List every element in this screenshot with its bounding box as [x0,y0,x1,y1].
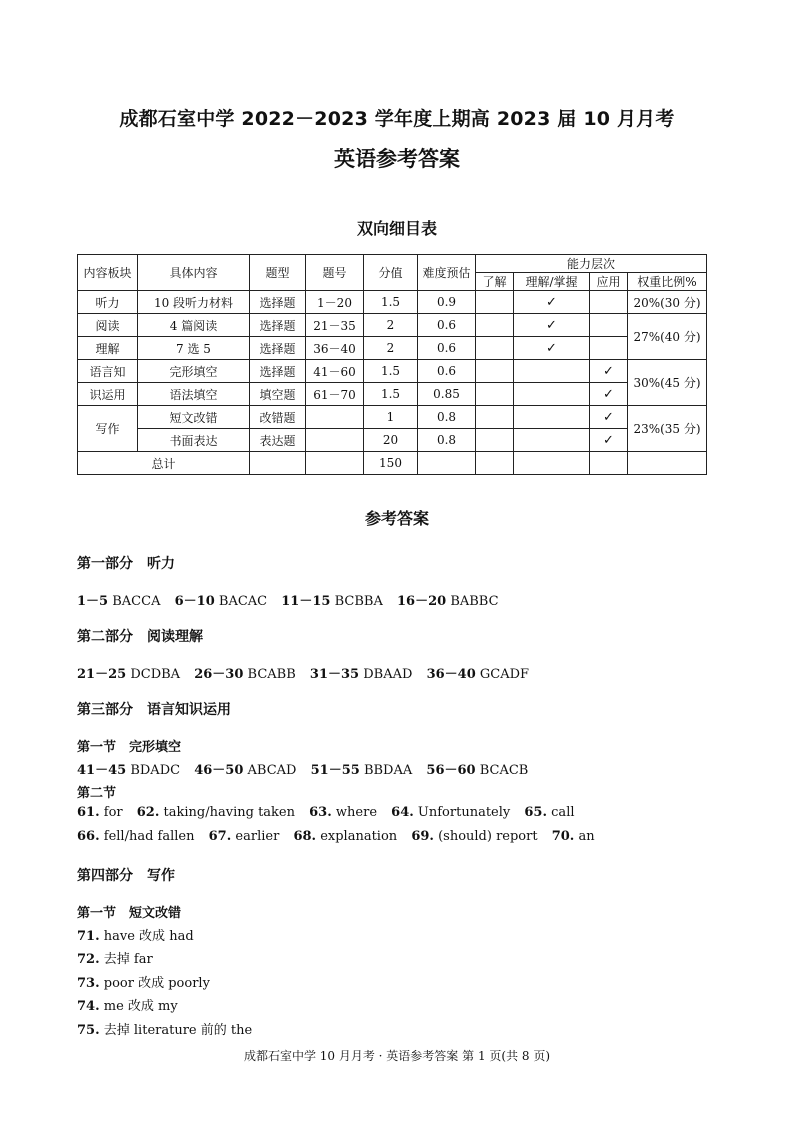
answer-num: 63. [309,805,332,820]
correction-num: 73. [77,976,100,991]
answer-value: BCBBA [334,594,383,609]
answer-value: BCACB [479,763,529,778]
answer-range: 41－45 [77,763,127,778]
total-empty [590,452,628,475]
table-row [78,429,707,452]
cell-difficulty: 0.6 [418,337,476,360]
header-understand: 了解 [476,273,514,291]
header-ability: 能力层次 [476,255,707,273]
correction-text: have 改成 had [103,929,194,944]
answer-value: DBAAD [363,667,413,682]
answer-num: 67. [208,829,232,844]
cell-type: 改错题 [250,406,306,429]
cell-understand [476,314,514,337]
cell-number [306,406,364,429]
answer-value: BACAC [218,594,268,609]
check-icon: ✓ [590,383,628,406]
cell-block: 语言知 [78,360,138,383]
cell-block: 阅读 [78,314,138,337]
correction-num: 75. [77,1023,100,1038]
answer-num: 62. [136,805,160,820]
check-icon: ✓ [590,406,628,429]
answer-value: DCDBA [130,667,181,682]
correction-text: me 改成 my [103,999,178,1014]
table-row [78,291,707,314]
cell-score: 1.5 [364,291,418,314]
answer-value: for [103,805,123,820]
cell-difficulty: 0.9 [418,291,476,314]
cell-understand [476,383,514,406]
answer-range: 16－20 [396,594,447,609]
cell-block: 写作 [78,406,138,452]
table-row [78,337,707,360]
header-apply: 应用 [590,273,628,291]
cell-difficulty: 0.8 [418,406,476,429]
cell-content: 完形填空 [138,360,250,383]
cell-number: 1－20 [306,291,364,314]
table-total-row [78,452,707,475]
cell-understand [476,360,514,383]
cell-apply [590,291,628,314]
correction-num: 71. [77,929,100,944]
correction-text: 去掉 far [103,952,153,967]
answer-value: BACCA [112,594,161,609]
answer-value: BDADC [130,763,181,778]
part2-answers [77,663,529,682]
header-score: 分值 [364,255,418,291]
correction-num: 72. [77,952,100,967]
cell-weight: 20%(30 分) [628,291,707,314]
page-footer: 成都石室中学 10 月月考 · 英语参考答案 第 1 页(共 8 页) [243,1049,551,1063]
header-weight: 权重比例% [628,273,707,291]
cell-number: 36－40 [306,337,364,360]
part2-heading: 第二部分 阅读理解 [77,629,203,645]
answer-value: an [578,829,595,844]
list-item [77,995,178,1014]
part4-section1-heading: 第一节 短文改错 [77,906,182,921]
answer-range: 1－5 [77,594,109,609]
answer-num: 61. [77,805,100,820]
cell-weight: 30%(45 分) [628,360,707,406]
answer-value: BABBC [450,594,499,609]
cell-difficulty: 0.8 [418,429,476,452]
check-icon: ✓ [514,291,590,314]
answer-value: BCABB [247,667,296,682]
cell-score: 2 [364,337,418,360]
cell-score: 1.5 [364,383,418,406]
total-score: 150 [364,452,418,475]
cell-number [306,429,364,452]
list-item [77,1019,252,1038]
part4-heading: 第四部分 写作 [77,868,175,884]
cell-type: 选择题 [250,337,306,360]
answer-range: 56－60 [426,763,476,778]
cell-type: 选择题 [250,291,306,314]
cell-block: 识运用 [78,383,138,406]
list-item [77,972,210,991]
cell-block: 听力 [78,291,138,314]
cell-understand [476,337,514,360]
table-row [78,360,707,383]
cell-master [514,383,590,406]
cell-apply [590,337,628,360]
correction-text: 去掉 literature 前的 the [103,1023,253,1038]
part3-fill-answers-line1 [77,805,575,820]
check-icon: ✓ [514,314,590,337]
answer-value: call [551,805,575,820]
answer-value: explanation [320,829,398,844]
answer-num: 64. [391,805,414,820]
answer-value: (should) report [438,829,538,844]
correction-num: 74. [77,999,100,1014]
total-empty [418,452,476,475]
answer-value: where [335,805,378,820]
answer-range: 31－35 [309,667,360,682]
cell-score: 2 [364,314,418,337]
answer-num: 68. [293,829,317,844]
total-empty [250,452,306,475]
answer-value: fell/had fallen [103,829,195,844]
cell-type: 表达题 [250,429,306,452]
cell-difficulty: 0.6 [418,360,476,383]
answer-value: ABCAD [247,763,297,778]
document-subtitle: 英语参考答案 [334,147,460,171]
check-icon: ✓ [590,429,628,452]
answer-range: 11－15 [281,594,331,609]
answer-num: 65. [524,805,548,820]
cell-content: 语法填空 [138,383,250,406]
cell-weight: 23%(35 分) [628,406,707,452]
part3-section1-heading: 第一节 完形填空 [77,740,182,755]
answer-range: 26－30 [194,667,244,682]
table-header-row [78,255,707,273]
cell-difficulty: 0.6 [418,314,476,337]
check-icon: ✓ [514,337,590,360]
cell-score: 20 [364,429,418,452]
answers-title: 参考答案 [364,509,429,528]
answer-value: taking/having taken [163,805,295,820]
header-number: 题号 [306,255,364,291]
cell-score: 1 [364,406,418,429]
part1-heading: 第一部分 听力 [77,556,175,572]
answer-value: earlier [235,829,280,844]
cell-master [514,429,590,452]
cell-apply [590,314,628,337]
header-master: 理解/掌握 [514,273,590,291]
cell-weight: 27%(40 分) [628,314,707,360]
table-row [78,383,707,406]
list-item [77,925,194,944]
cell-master [514,406,590,429]
cell-number: 41－60 [306,360,364,383]
answer-num: 70. [551,829,575,844]
header-difficulty: 难度预估 [418,255,476,291]
cell-understand [476,429,514,452]
check-icon: ✓ [590,360,628,383]
part3-cloze-answers [77,759,528,778]
cell-score: 1.5 [364,360,418,383]
answer-range: 6－10 [174,594,215,609]
total-empty [306,452,364,475]
cell-content: 10 段听力材料 [138,291,250,314]
total-empty [476,452,514,475]
specification-table [77,254,707,475]
part3-heading: 第三部分 语言知识运用 [77,702,231,718]
cell-master [514,360,590,383]
total-label: 总计 [78,452,250,475]
cell-content: 短文改错 [138,406,250,429]
cell-understand [476,406,514,429]
table-row [78,406,707,429]
header-type: 题型 [250,255,306,291]
answer-value: Unfortunately [417,805,511,820]
answer-range: 36－40 [426,667,476,682]
table-row [78,314,707,337]
answer-value: GCADF [479,667,530,682]
cell-block: 理解 [78,337,138,360]
total-empty [628,452,707,475]
header-block: 内容板块 [78,255,138,291]
answer-num: 66. [77,829,100,844]
cell-content: 书面表达 [138,429,250,452]
answer-num: 69. [411,829,434,844]
cell-type: 选择题 [250,360,306,383]
cell-content: 4 篇阅读 [138,314,250,337]
correction-text: poor 改成 poorly [103,976,210,991]
cell-content: 7 选 5 [138,337,250,360]
document-title: 成都石室中学 2022－2023 学年度上期高 2023 届 10 月月考 [119,108,675,130]
answer-value: BBDAA [363,763,413,778]
cell-type: 填空题 [250,383,306,406]
total-empty [514,452,590,475]
part1-answers [77,590,499,609]
list-item [77,948,153,967]
cell-understand [476,291,514,314]
table-title: 双向细目表 [356,219,437,238]
cell-difficulty: 0.85 [418,383,476,406]
part3-fill-answers-line2 [77,829,595,844]
answer-range: 51－55 [310,763,360,778]
part3-section2-heading: 第二节 [77,786,117,801]
header-content: 具体内容 [138,255,250,291]
answer-range: 46－50 [194,763,244,778]
cell-type: 选择题 [250,314,306,337]
answer-range: 21－25 [77,667,127,682]
cell-number: 61－70 [306,383,364,406]
cell-number: 21－35 [306,314,364,337]
